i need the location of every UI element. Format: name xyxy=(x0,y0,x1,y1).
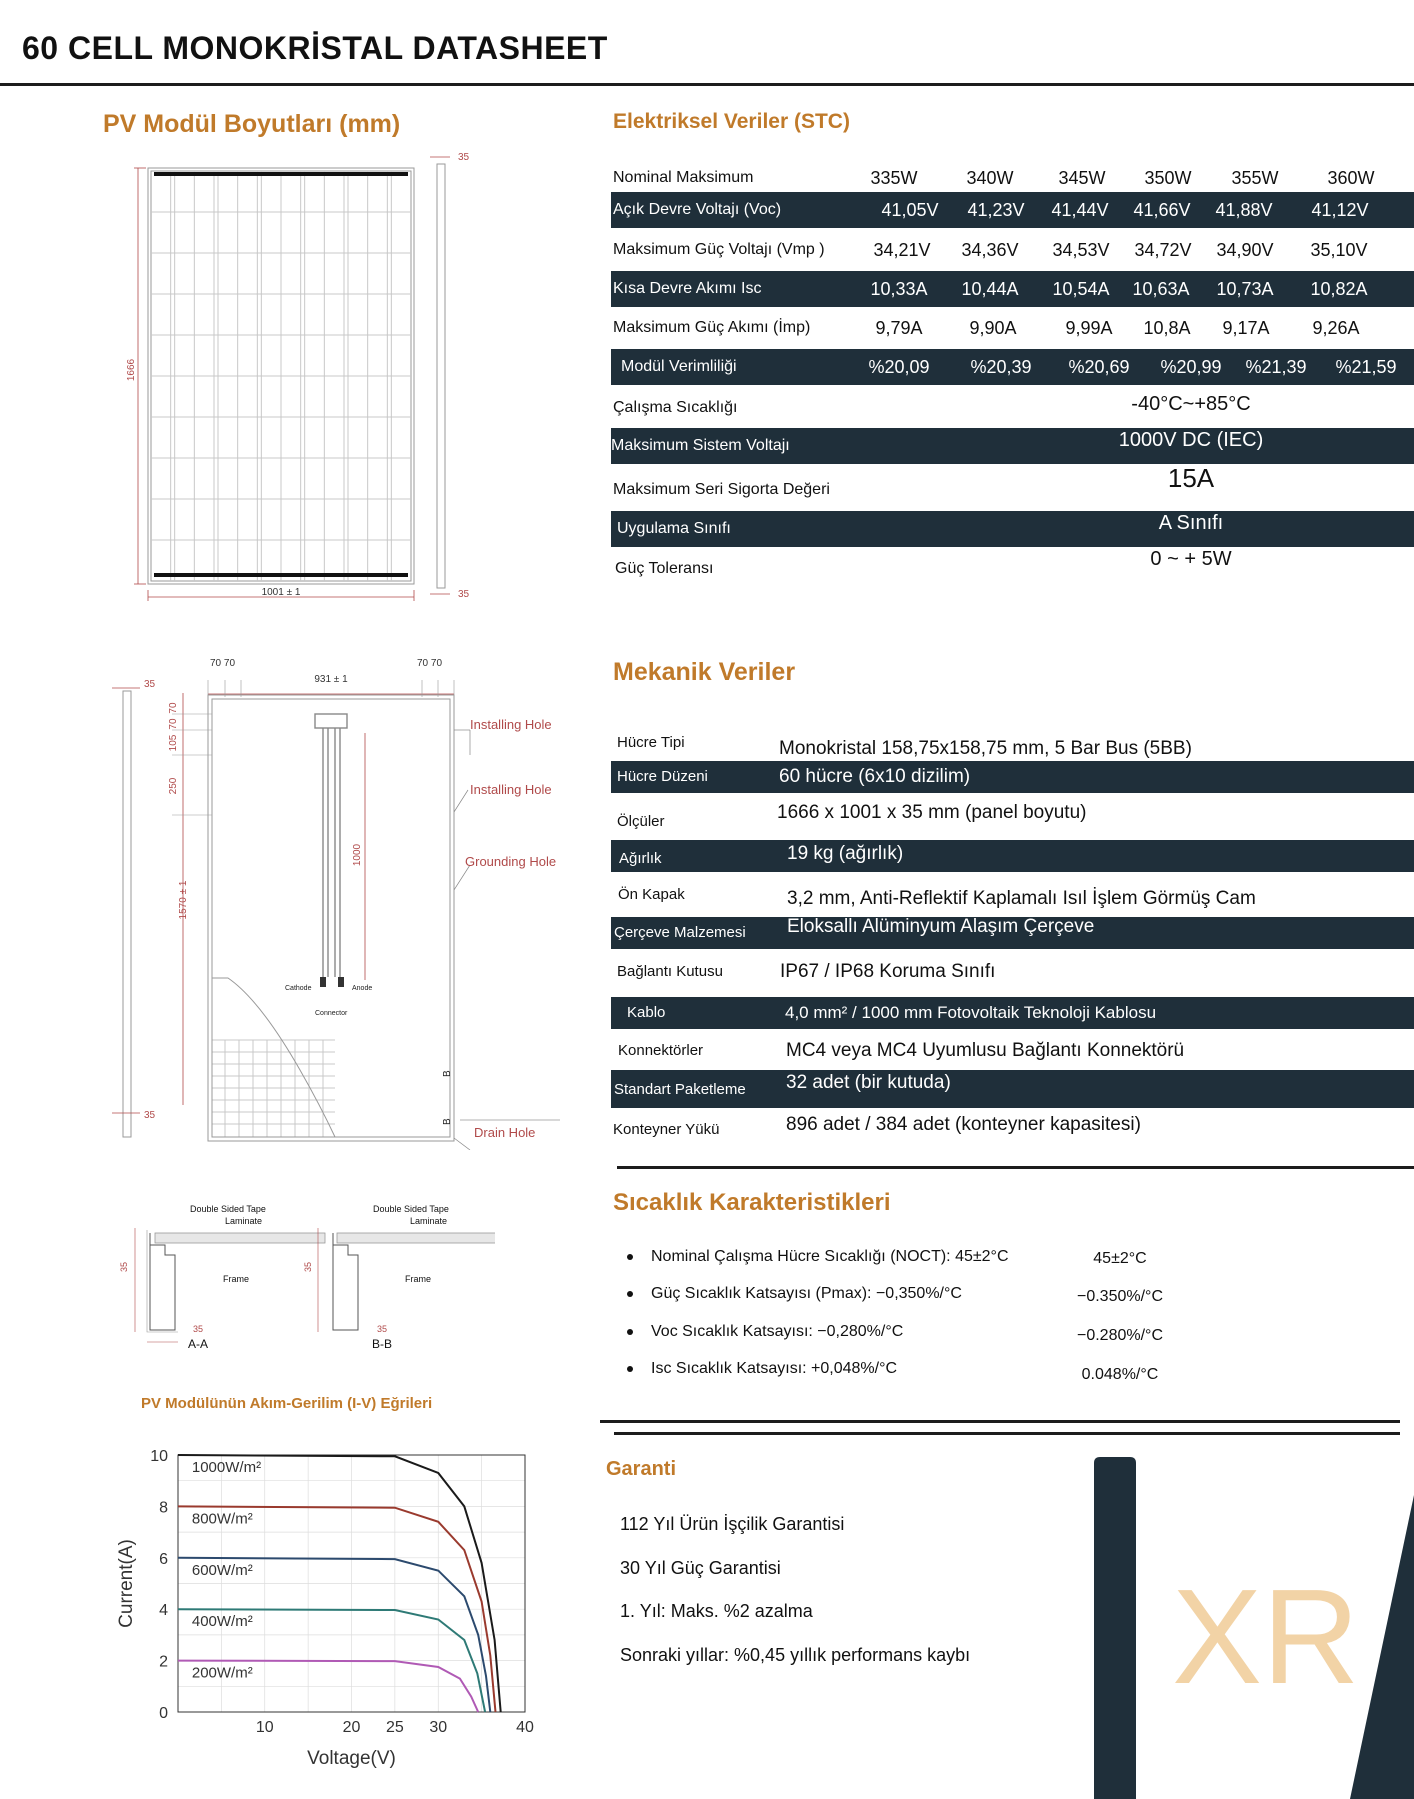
temp-item-label: Voc Sıcaklık Katsayısı: −0,280%/°C xyxy=(651,1323,904,1340)
x-tick-label: 30 xyxy=(429,1719,448,1736)
iv-chart xyxy=(110,1440,550,1770)
electrical-title: Elektriksel Veriler (STC) xyxy=(613,110,850,133)
row-efficiency-label: Modül Verimliliği xyxy=(621,358,737,375)
mech-row-frame xyxy=(611,917,1414,949)
eff-340: %20,39 xyxy=(970,357,1032,377)
back-left-35-top: 35 xyxy=(144,679,156,690)
warranty-divider-1 xyxy=(600,1420,1400,1423)
mech-row-cable xyxy=(611,997,1414,1029)
y-axis-label: Current(A) xyxy=(116,1539,137,1628)
eff-345: %20,69 xyxy=(1068,357,1130,377)
back-left-35-bottom: 35 xyxy=(144,1110,156,1121)
temp-item-pmax-value: −0.350%/°C xyxy=(1076,1288,1163,1305)
title-divider xyxy=(0,83,1414,86)
power-360: 360W xyxy=(1327,168,1375,188)
row-isc xyxy=(611,271,1414,307)
y-tick-label: 0 xyxy=(159,1705,168,1722)
max-system-voltage-label: Maksimum Sistem Voltajı xyxy=(611,437,790,454)
section-b-h: 35 xyxy=(303,1261,313,1272)
fuse-rating-label: Maksimum Seri Sigorta Değeri xyxy=(613,481,830,498)
warranty-item-product: 112 Yıl Ürün İşçilik Garantisi xyxy=(620,1514,845,1534)
brand-triangle xyxy=(1350,1495,1414,1799)
bullet-icon xyxy=(627,1254,633,1260)
mech-label: Ölçüler xyxy=(617,813,665,830)
temperature-divider xyxy=(617,1166,1414,1169)
section-b-name: B-B xyxy=(372,1337,393,1351)
application-class-value: A Sınıfı xyxy=(1158,512,1224,534)
bullet-icon xyxy=(627,1366,633,1372)
mech-value: 32 adet (bir kutuda) xyxy=(786,1072,951,1093)
application-class-label: Uygulama Sınıfı xyxy=(617,520,731,537)
mech-value: 1666 x 1001 x 35 mm (panel boyutu) xyxy=(777,802,1087,823)
voc-355: 41,88V xyxy=(1215,200,1273,220)
front-height-dim: 1666 xyxy=(126,358,137,382)
cathode-label: Cathode xyxy=(285,985,312,992)
temp-item-pmax xyxy=(627,1285,962,1303)
mech-value: IP67 / IP68 Koruma Sınıfı xyxy=(780,961,996,982)
power-tolerance-label: Güç Toleransı xyxy=(615,560,714,577)
grounding-hole-label: Grounding Hole xyxy=(465,854,557,869)
installing-hole-label-1: Installing Hole xyxy=(470,717,552,732)
mech-label: Hücre Düzeni xyxy=(617,768,708,785)
front-thick-bottom: 35 xyxy=(458,589,470,600)
section-b-frame: Frame xyxy=(405,1274,432,1284)
section-a-h: 35 xyxy=(119,1261,129,1272)
mech-label: Çerçeve Malzemesi xyxy=(614,924,746,941)
mech-value: 60 hücre (6x10 dizilim) xyxy=(779,766,971,787)
section-b-label-1: B xyxy=(442,1070,453,1077)
row-imp xyxy=(611,310,1414,346)
mech-row-connectors xyxy=(611,1035,1414,1067)
x-tick-label: 10 xyxy=(255,1719,274,1736)
y-tick-label: 8 xyxy=(159,1499,168,1517)
mechanical-title: Mekanik Veriler xyxy=(613,658,796,686)
connector-label: Connector xyxy=(315,1010,348,1017)
section-a-w: 35 xyxy=(193,1324,204,1334)
voc-335: 41,05V xyxy=(881,200,939,220)
power-355: 355W xyxy=(1231,168,1279,188)
row-isc-label: Kısa Devre Akımı Isc xyxy=(613,280,762,297)
back-dim-1000: 1000 xyxy=(352,843,363,867)
voc-360: 41,12V xyxy=(1311,200,1369,220)
section-b-label-2: B xyxy=(442,1118,453,1125)
mech-row-dimensions xyxy=(611,803,1414,835)
row-operating-temp xyxy=(611,390,1414,426)
temp-item-noct-value: 45±2°C xyxy=(1093,1250,1147,1267)
isc-350: 10,63A xyxy=(1132,279,1190,299)
x-tick-label: 25 xyxy=(385,1719,404,1736)
mech-label: Ağırlık xyxy=(619,850,662,867)
eff-335: %20,09 xyxy=(868,357,930,377)
mech-value: Monokristal 158,75x158,75 mm, 5 Bar Bus (5BB) xyxy=(779,738,1192,759)
isc-345: 10,54A xyxy=(1052,279,1110,299)
vmp-355: 34,90V xyxy=(1216,240,1274,260)
mech-label: Standart Paketleme xyxy=(614,1081,746,1098)
row-vmp-label: Maksimum Güç Voltajı (Vmp ) xyxy=(613,241,825,258)
anode-label: Anode xyxy=(352,985,373,992)
mech-label: Hücre Tipi xyxy=(617,734,685,751)
back-top-mid-dim: 931 ± 1 xyxy=(314,674,348,685)
back-dim-70b: 70 xyxy=(168,718,179,730)
power-tolerance-value: 0 ~ + 5W xyxy=(1150,548,1232,570)
x-tick-label: 40 xyxy=(516,1719,534,1736)
series-label: 1000W/m² xyxy=(191,1459,262,1476)
eff-350: %20,99 xyxy=(1160,357,1222,377)
imp-345: 9,99A xyxy=(1065,318,1113,338)
mech-label: Konteyner Yükü xyxy=(613,1121,720,1138)
temp-item-voc xyxy=(627,1323,903,1341)
isc-340: 10,44A xyxy=(961,279,1019,299)
section-a-laminate: Laminate xyxy=(225,1216,263,1226)
back-dim-1570: 1570 ± 1 xyxy=(178,880,189,920)
bullet-icon xyxy=(627,1291,633,1297)
isc-360: 10,82A xyxy=(1310,279,1368,299)
installing-hole-label-2: Installing Hole xyxy=(470,782,552,797)
max-system-voltage-value: 1000V DC (IEC) xyxy=(1118,429,1264,451)
section-b-laminate: Laminate xyxy=(410,1216,448,1226)
isc-355: 10,73A xyxy=(1216,279,1274,299)
section-a-frame: Frame xyxy=(223,1274,250,1284)
voc-345: 41,44V xyxy=(1051,200,1109,220)
power-340: 340W xyxy=(966,168,1014,188)
back-dim-250: 250 xyxy=(168,777,179,795)
mech-label: Konnektörler xyxy=(618,1042,704,1059)
mech-value: 19 kg (ağırlık) xyxy=(787,843,904,864)
eff-360: %21,59 xyxy=(1335,357,1397,377)
power-345: 345W xyxy=(1058,168,1106,188)
temp-item-label: Güç Sıcaklık Katsayısı (Pmax): −0,350%/°C xyxy=(651,1285,962,1302)
back-top-left-dim: 70 70 xyxy=(210,658,236,669)
warranty-item-following-years: Sonraki yıllar: %0,45 yıllık performans kaybı xyxy=(620,1645,971,1665)
series-label: 200W/m² xyxy=(191,1664,253,1682)
drain-hole-label: Drain Hole xyxy=(474,1125,536,1140)
voc-350: 41,66V xyxy=(1133,200,1191,220)
mech-row-cell-type xyxy=(611,727,1414,759)
row-imp-label: Maksimum Güç Akımı (İmp) xyxy=(613,319,811,336)
vmp-345: 34,53V xyxy=(1052,240,1110,260)
x-axis-label: Voltage(V) xyxy=(307,1748,396,1769)
x-tick-label: 20 xyxy=(342,1719,361,1736)
mech-row-container xyxy=(611,1111,1414,1143)
series-label: 600W/m² xyxy=(191,1561,253,1579)
temp-item-noct xyxy=(627,1248,1009,1266)
section-a xyxy=(119,1204,325,1351)
section-b xyxy=(303,1204,495,1351)
warranty-item-power: 30 Yıl Güç Garantisi xyxy=(620,1558,781,1578)
y-tick-label: 10 xyxy=(150,1448,168,1465)
cross-section-drawings xyxy=(115,1200,495,1360)
warranty-divider-2 xyxy=(614,1432,1400,1435)
mech-row-packaging xyxy=(611,1070,1414,1108)
voc-340: 41,23V xyxy=(967,200,1025,220)
bullet-icon xyxy=(627,1329,633,1335)
temperature-title: Sıcaklık Karakteristikleri xyxy=(613,1189,891,1216)
imp-355: 9,17A xyxy=(1222,318,1270,338)
power-350: 350W xyxy=(1144,168,1192,188)
temp-item-isc-value: 0.048%/°C xyxy=(1081,1366,1159,1383)
row-voc xyxy=(611,192,1414,228)
imp-350: 10,8A xyxy=(1143,318,1191,338)
warranty-item-first-year: 1. Yıl: Maks. %2 azalma xyxy=(620,1601,813,1621)
mech-label: Kablo xyxy=(627,1004,666,1021)
operating-temp-value: -40°C~+85°C xyxy=(1131,393,1251,415)
power-335: 335W xyxy=(870,168,918,188)
eff-355: %21,39 xyxy=(1245,357,1307,377)
mech-value: MC4 veya MC4 Uyumlusu Bağlantı Konnektörü xyxy=(786,1040,1185,1061)
mech-value: 896 adet / 384 adet (konteyner kapasitesi) xyxy=(786,1114,1141,1135)
section-a-name: A-A xyxy=(188,1337,209,1351)
temp-item-label: Isc Sıcaklık Katsayısı: +0,048%/°C xyxy=(651,1360,898,1377)
mech-label: Bağlantı Kutusu xyxy=(617,963,723,980)
y-tick-label: 6 xyxy=(159,1550,168,1568)
back-dim-105: 105 xyxy=(168,734,179,752)
mech-row-cell-layout xyxy=(611,761,1414,793)
section-b-tape: Double Sided Tape xyxy=(373,1204,449,1214)
row-voc-label: Açık Devre Voltajı (Voc) xyxy=(613,201,782,218)
row-fuse-rating xyxy=(611,463,1414,508)
imp-360: 9,26A xyxy=(1312,318,1360,338)
brand-bar xyxy=(1094,1457,1136,1799)
row-efficiency xyxy=(611,349,1414,385)
back-dim-70a: 70 xyxy=(168,702,179,714)
imp-335: 9,79A xyxy=(875,318,923,338)
front-width-dim: 1001 ± 1 xyxy=(261,587,301,598)
warranty-title: Garanti xyxy=(606,1458,677,1480)
mech-value: 4,0 mm² / 1000 mm Fotovoltaik Teknoloji Kablosu xyxy=(785,1003,1157,1022)
vmp-350: 34,72V xyxy=(1134,240,1192,260)
front-view-drawing xyxy=(120,145,490,605)
front-thick-top: 35 xyxy=(458,152,470,163)
electrical-header-row xyxy=(611,160,1414,192)
row-vmp xyxy=(611,232,1414,268)
mech-label: Ön Kapak xyxy=(618,886,685,903)
mech-row-weight xyxy=(611,840,1414,872)
mech-value: Eloksallı Alüminyum Alaşım Çerçeve xyxy=(787,916,1095,937)
vmp-340: 34,36V xyxy=(961,240,1019,260)
back-view-drawing xyxy=(110,650,580,1150)
dimensions-title: PV Modül Boyutları (mm) xyxy=(103,110,401,138)
vmp-335: 34,21V xyxy=(873,240,931,260)
section-a-tape: Double Sided Tape xyxy=(190,1204,266,1214)
series-label: 400W/m² xyxy=(191,1613,253,1631)
mech-value: 3,2 mm, Anti-Reflektif Kaplamalı Isıl İşlem Görmüş Cam xyxy=(787,888,1256,909)
brand-logo-xr: XR xyxy=(1172,1561,1360,1712)
vmp-360: 35,10V xyxy=(1310,240,1368,260)
y-tick-label: 4 xyxy=(159,1602,168,1620)
y-tick-label: 2 xyxy=(159,1653,168,1671)
series-label: 800W/m² xyxy=(191,1510,253,1528)
row-power-tolerance xyxy=(611,548,1414,587)
temp-item-isc xyxy=(627,1360,897,1378)
mech-row-front-cover xyxy=(611,879,1414,911)
iv-title: PV Modülünün Akım-Gerilim (I-V) Eğrileri xyxy=(141,1395,433,1412)
section-b-w: 35 xyxy=(377,1324,388,1334)
fuse-rating-value: 15A xyxy=(1167,463,1215,493)
row-max-system-voltage xyxy=(611,428,1414,464)
isc-335: 10,33A xyxy=(870,279,928,299)
imp-340: 9,90A xyxy=(969,318,1017,338)
back-top-right-dim: 70 70 xyxy=(417,658,443,669)
mech-row-junction-box xyxy=(611,956,1414,988)
operating-temp-label: Çalışma Sıcaklığı xyxy=(613,399,738,416)
brand-graphic xyxy=(1080,1455,1414,1799)
page-title: 60 CELL MONOKRİSTAL DATASHEET xyxy=(22,30,608,66)
temp-item-label: Nominal Çalışma Hücre Sıcaklığı (NOCT): 45±2°C xyxy=(651,1248,1009,1265)
electrical-header-label: Nominal Maksimum xyxy=(613,169,754,186)
temp-item-voc-value: −0.280%/°C xyxy=(1076,1327,1163,1344)
